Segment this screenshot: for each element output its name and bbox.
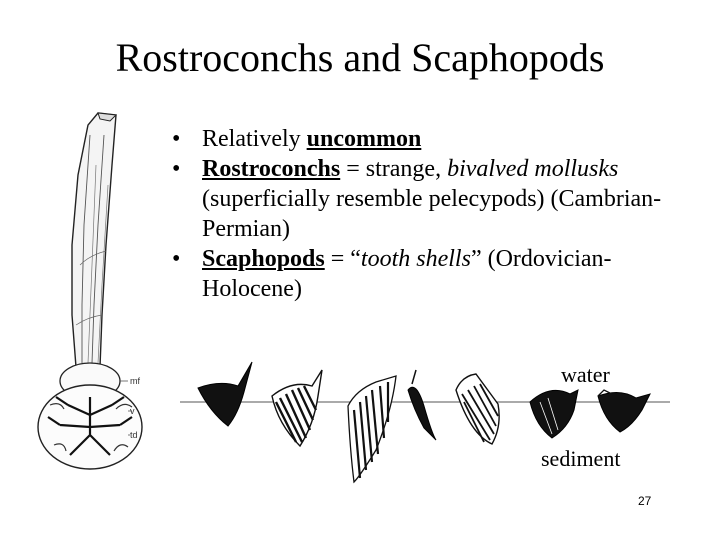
rostroconch-shell-3 <box>348 376 396 482</box>
bullet-text: Relatively <box>202 126 307 152</box>
bullet-item <box>172 244 702 304</box>
bullet-term: uncommon <box>306 126 422 152</box>
bullet-term: Scaphopods <box>202 246 325 272</box>
rostroconch-shell-7 <box>598 390 650 432</box>
rostroconch-shell-5 <box>456 374 499 444</box>
label-mf: mf <box>130 376 140 386</box>
bullet-marker: • <box>172 156 181 182</box>
bullet-marker: • <box>172 126 181 152</box>
label-td: td <box>130 430 138 440</box>
rostroconch-shell-4 <box>408 370 436 440</box>
bullet-emphasis: tooth shells <box>360 246 471 272</box>
bullet-text: = strange, <box>340 156 448 182</box>
slide-title: Rostroconchs and Scaphopods <box>115 35 605 80</box>
bullet-item <box>172 154 702 244</box>
bullet-marker: • <box>172 246 181 272</box>
rostroconch-shell-1 <box>198 362 252 426</box>
bullet-list <box>172 124 702 304</box>
water-label: water <box>561 362 610 387</box>
page-number: 27 <box>638 494 652 508</box>
label-v: v <box>130 406 135 416</box>
bullet-text: (superficially resemble pelecypods) (Cambrian-Permian) <box>202 186 662 242</box>
scaphopod-illustration <box>20 105 170 475</box>
bullet-term: Rostroconchs <box>202 156 341 182</box>
bullet-text: ” (Ordovician-Holocene) <box>202 246 612 302</box>
bullet-text: = “ <box>324 246 361 272</box>
rostroconch-shell-6 <box>530 390 578 438</box>
sediment-label: sediment <box>541 446 621 471</box>
bullet-emphasis: bivalved mollusks <box>447 156 619 182</box>
bullet-item <box>172 124 702 154</box>
rostroconch-shell-2 <box>272 370 322 446</box>
